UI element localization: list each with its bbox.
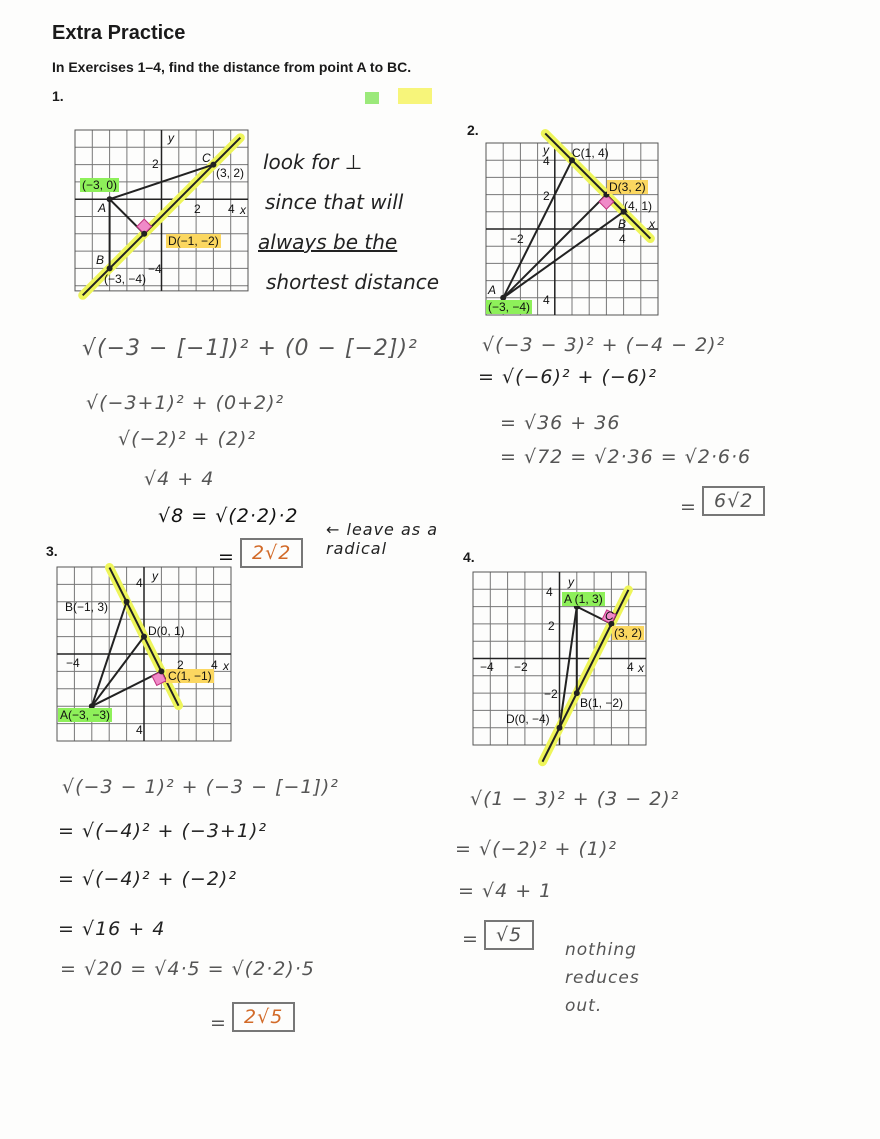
tick-label: 4 — [211, 658, 218, 672]
tick-label: 2 — [177, 658, 184, 672]
work-line: = √(−2)² + (1)² — [455, 838, 618, 860]
work-line: = √20 = √4·5 = √(2·2)·5 — [60, 958, 315, 980]
point-c-coord: (3, 2) — [614, 626, 643, 640]
work-line: = √36 + 36 — [500, 412, 621, 434]
handwritten-note-line: reduces — [565, 968, 640, 988]
work-line: = √4 + 1 — [458, 880, 553, 902]
work-line: √(−2)² + (2)² — [118, 428, 257, 450]
point-c-label: C(1, −1) — [168, 669, 212, 683]
work-line: = — [210, 1012, 227, 1034]
work-line: √4 + 4 — [144, 468, 215, 490]
axis-label-y: y — [168, 131, 174, 145]
tick-label: −2 — [510, 232, 524, 246]
axis-label-x: x — [649, 217, 655, 231]
work-line: √(1 − 3)² + (3 − 2)² — [470, 788, 680, 810]
exercise-3-number: 3. — [46, 543, 58, 559]
point-c-coord: (3, 2) — [216, 166, 245, 180]
work-line: √(−3 − [−1])² + (0 − [−2])² — [82, 336, 418, 361]
point-a-label: A — [98, 201, 107, 215]
answer-box: 2√5 — [232, 1002, 295, 1032]
point-d — [557, 725, 563, 731]
exercise-2-number: 2. — [467, 122, 479, 138]
work-line: = — [218, 546, 235, 568]
instructions: In Exercises 1–4, find the distance from point A to BC. — [52, 59, 412, 75]
point-b-coord: (4, 1) — [624, 199, 653, 213]
work-line: = √72 = √2·36 = √2·6·6 — [500, 446, 752, 468]
handwritten-note: ← leave as a radical — [326, 520, 439, 558]
answer-box: √5 — [484, 920, 534, 950]
axis-label-x: x — [223, 659, 229, 673]
graph-exercise-4 — [453, 552, 666, 765]
axis-label-y: y — [152, 569, 158, 583]
point-b — [107, 265, 113, 271]
axis-label-x: x — [240, 203, 246, 217]
point-d-label: D(0, −4) — [506, 712, 550, 726]
point-c-label: C(1, 4) — [572, 146, 609, 160]
point-b-label: B — [96, 253, 105, 267]
point-c-label: C — [202, 151, 211, 165]
handwritten-note-line: shortest distance — [266, 270, 440, 294]
tick-label: 4 — [543, 293, 550, 307]
tick-label: 2 — [152, 157, 159, 171]
answer-box: 2√2 — [240, 538, 303, 568]
work-line: √(−3 − 3)² + (−4 − 2)² — [482, 334, 726, 356]
work-line: = — [680, 496, 697, 518]
tick-label: 4 — [627, 660, 634, 674]
tick-label: 2 — [194, 202, 201, 216]
handwritten-note-line: look for ⊥ — [263, 150, 363, 174]
work-line: = — [462, 928, 479, 950]
handwritten-note-line: nothing — [565, 940, 637, 960]
work-line: √(−3+1)² + (0+2)² — [86, 392, 285, 414]
tick-label: −4 — [66, 656, 80, 670]
work-line: = √(−6)² + (−6)² — [478, 366, 657, 388]
point-b-label: B — [618, 217, 627, 231]
point-b — [124, 599, 130, 605]
work-line: √(−3 − 1)² + (−3 − [−1])² — [62, 776, 339, 798]
point-a-label: A(−3, −3) — [60, 708, 111, 722]
point-b-label: B(1, −2) — [580, 696, 624, 710]
point-a-coord: (−3, −4) — [488, 300, 531, 314]
axis-label-x: x — [638, 661, 644, 675]
axis-label-y: y — [568, 575, 574, 589]
tick-label: −4 — [148, 262, 162, 276]
work-line: √8 = √(2·2)·2 — [158, 505, 299, 527]
tick-label: −2 — [514, 660, 528, 674]
point-d-label: D(−1, −2) — [168, 234, 219, 248]
point-d-label: D(3, 2) — [609, 180, 646, 194]
axis-label-y: y — [543, 143, 549, 157]
handwritten-note-line: out. — [565, 996, 603, 1016]
work-line: = √(−4)² + (−2)² — [58, 868, 237, 890]
point-d-label: D(0, 1) — [148, 624, 185, 638]
point-d — [141, 231, 147, 237]
point-b-coord: (−3, −4) — [104, 272, 147, 286]
handwritten-note-line: always be the — [258, 230, 398, 254]
exercise-4-number: 4. — [463, 549, 475, 565]
handwritten-note-line: since that will — [265, 190, 404, 214]
point-c — [158, 668, 164, 674]
answer-box: 6√2 — [702, 486, 765, 516]
tick-label: 4 — [619, 232, 626, 246]
tick-label: −4 — [480, 660, 494, 674]
page-title: Extra Practice — [52, 22, 186, 44]
point-a-coord: (−3, 0) — [82, 178, 118, 192]
exercise-1-number: 1. — [52, 88, 64, 104]
work-line: = √16 + 4 — [58, 918, 166, 940]
segment-ab — [503, 212, 623, 298]
tick-label: 2 — [543, 189, 550, 203]
tick-label: 4 — [228, 202, 235, 216]
point-c-label: C — [605, 609, 614, 623]
point-a-label: A — [488, 283, 497, 297]
tick-label: 4 — [543, 154, 550, 168]
tick-label: 4 — [546, 585, 553, 599]
tick-label: 4 — [136, 723, 143, 737]
point-a-label: A (1, 3) — [564, 592, 603, 606]
point-b-label: B(−1, 3) — [65, 600, 109, 614]
tick-label: −2 — [544, 687, 558, 701]
work-line: = √(−4)² + (−3+1)² — [58, 820, 267, 842]
yellow-highlight-swatch — [398, 88, 432, 104]
tick-label: 4 — [136, 576, 143, 590]
green-highlight-swatch — [365, 92, 379, 104]
tick-label: 2 — [548, 619, 555, 633]
